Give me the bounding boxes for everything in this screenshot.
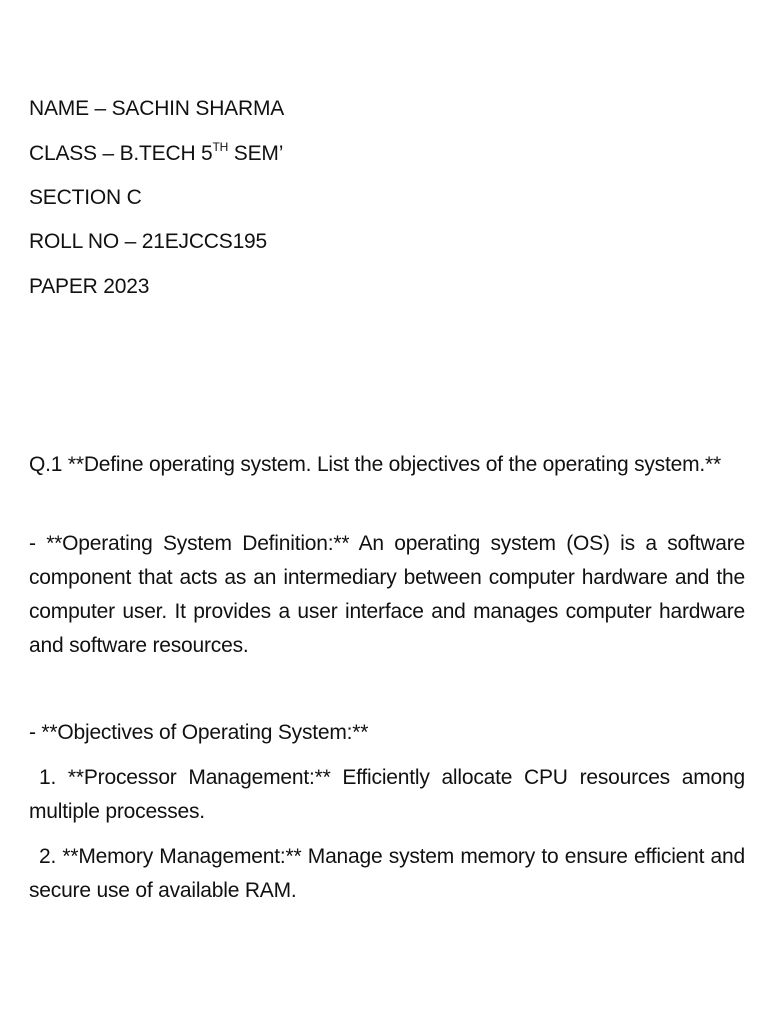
roll-number: ROLL NO – 21EJCCS195 [29,230,268,253]
objective-item: 2. **Memory Management:** Manage system memory to ensure efficient and secure use of available RAM. [29,845,745,902]
student-class [29,141,283,167]
student-section: SECTION C [29,186,142,209]
question-1-title: Q.1 **Define operating system. List the objectives of the operating system.** [29,453,721,476]
student-name: NAME – SACHIN SHARMA [29,97,285,120]
class-suffix: SEM’ [228,142,284,165]
objectives-heading: - **Objectives of Operating System:** [29,721,369,744]
class-prefix: CLASS – B.TECH 5 [29,142,213,165]
paper-year: PAPER 2023 [29,275,150,298]
os-definition-paragraph: - **Operating System Definition:** An operating system (OS) is a software component that acts as an intermediary between computer hardware and the computer user. It provides a user interface and manages computer hardware and software resources. [29,532,745,657]
class-superscript: TH [212,140,229,154]
objective-item: 1. **Processor Management:** Efficiently allocate CPU resources among multiple processes. [29,766,745,823]
